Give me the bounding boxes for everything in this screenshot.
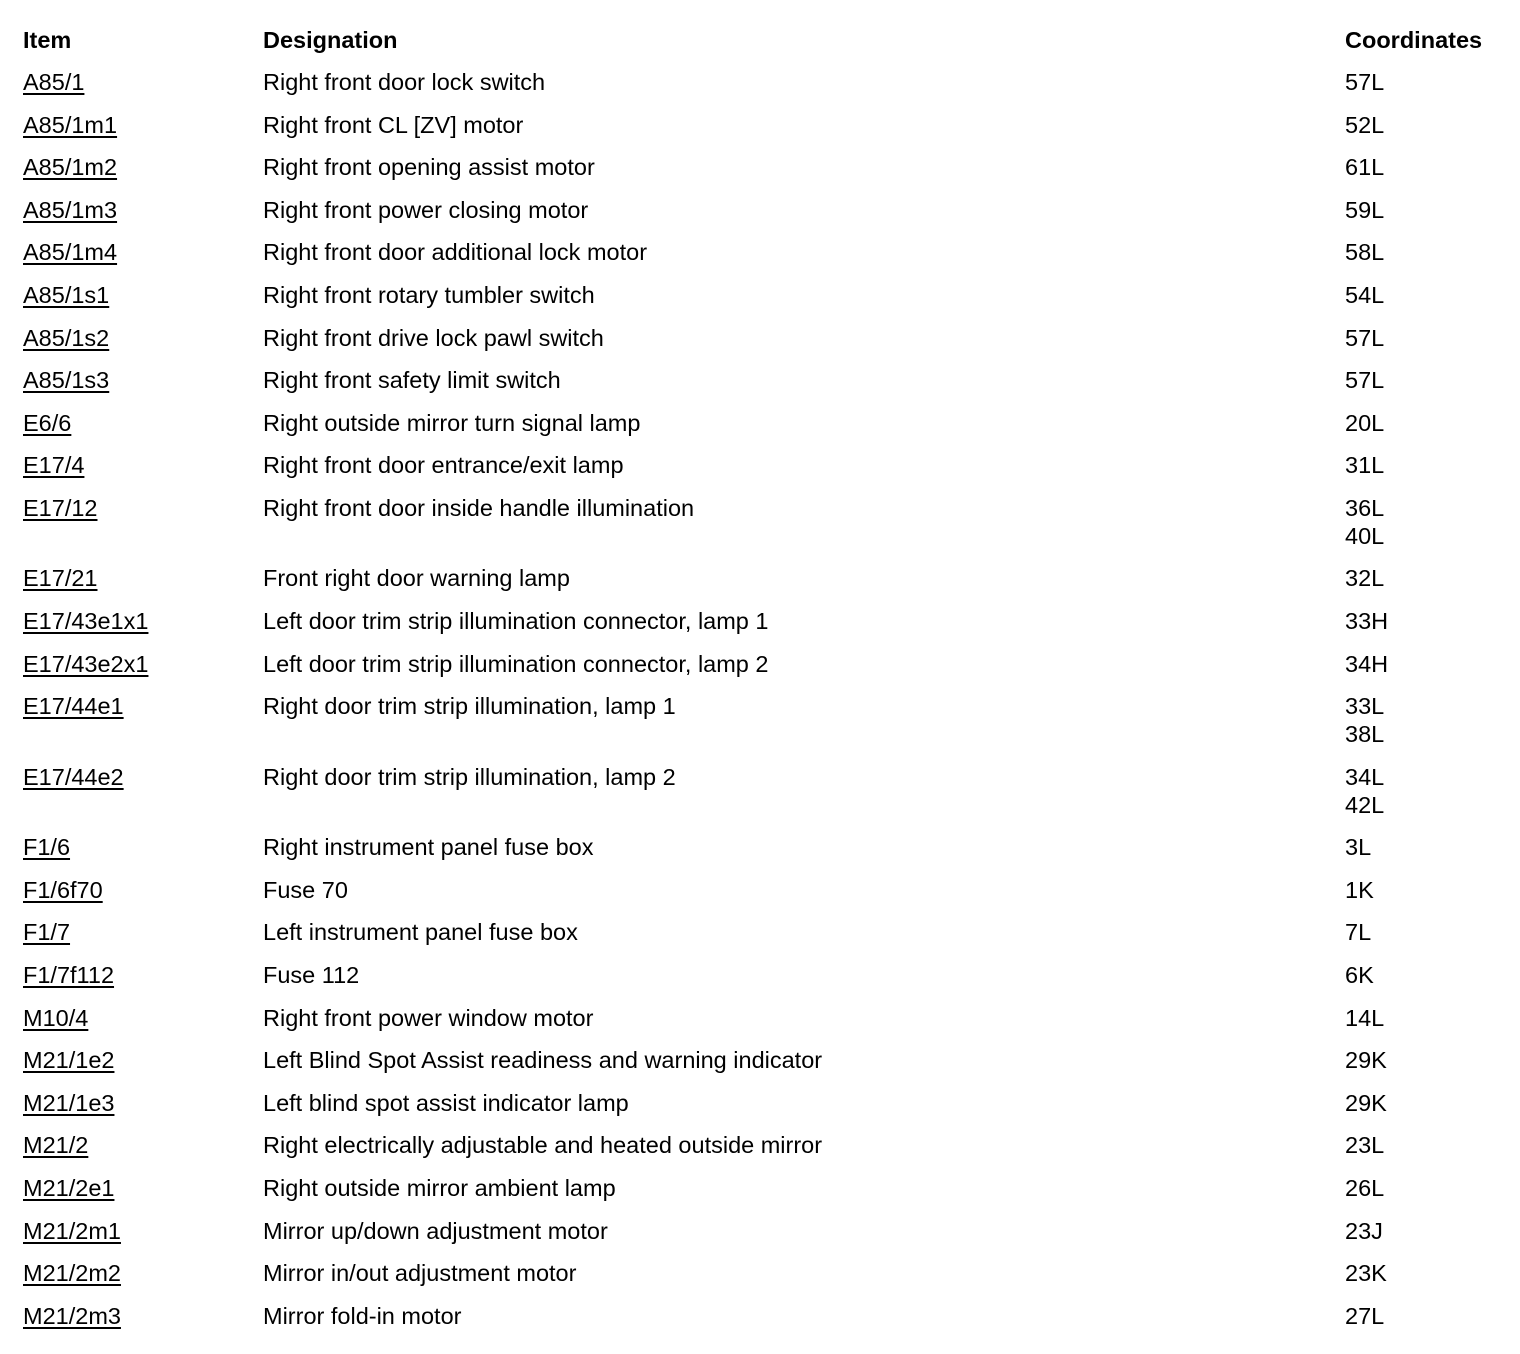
coordinates-cell bbox=[1345, 1174, 1503, 1202]
item-link[interactable]: M21/2e1 bbox=[23, 1174, 115, 1201]
item-cell bbox=[23, 763, 263, 791]
coordinates-cell bbox=[1345, 1302, 1503, 1330]
table-row bbox=[23, 196, 1503, 239]
item-link[interactable]: A85/1s1 bbox=[23, 281, 110, 308]
item-link[interactable]: M21/2m1 bbox=[23, 1217, 121, 1244]
item-link[interactable]: F1/7 bbox=[23, 919, 71, 946]
item-cell bbox=[23, 564, 263, 592]
coordinates-cell bbox=[1345, 68, 1503, 96]
coordinates-cell bbox=[1345, 692, 1503, 748]
table-row bbox=[23, 281, 1503, 324]
item-cell bbox=[23, 451, 263, 479]
coordinates-cell bbox=[1345, 1004, 1503, 1032]
item-link[interactable]: F1/6 bbox=[23, 834, 71, 861]
table-row bbox=[23, 494, 1503, 565]
coordinates-cell bbox=[1345, 451, 1503, 479]
coordinates-cell bbox=[1345, 650, 1503, 678]
item-cell bbox=[23, 196, 263, 224]
item-cell bbox=[23, 876, 263, 904]
table-row bbox=[23, 876, 1503, 919]
coordinate-value: 59L bbox=[1345, 196, 1385, 223]
designation-cell: Right front power window motor bbox=[263, 1004, 594, 1031]
table-row bbox=[23, 918, 1503, 961]
coordinate-value: 1K bbox=[1345, 876, 1374, 903]
coordinate-value: 3L bbox=[1345, 834, 1372, 861]
designation-cell: Right door trim strip illumination, lamp 2 bbox=[263, 763, 676, 790]
designation-cell: Mirror up/down adjustment motor bbox=[263, 1217, 608, 1244]
coordinate-value: 34L bbox=[1345, 763, 1385, 790]
item-link[interactable]: A85/1 bbox=[23, 69, 85, 95]
table-row bbox=[23, 833, 1503, 876]
table-row bbox=[23, 692, 1503, 763]
item-link[interactable]: M21/2 bbox=[23, 1132, 89, 1159]
coordinates-cell bbox=[1345, 1259, 1503, 1287]
designation-cell: Left door trim strip illumination connector, lamp 2 bbox=[263, 650, 769, 677]
coordinate-value: 27L bbox=[1345, 1302, 1385, 1329]
coordinates-cell bbox=[1345, 763, 1503, 819]
table-body bbox=[23, 68, 1503, 1344]
item-cell bbox=[23, 1046, 263, 1074]
coordinates-cell bbox=[1345, 918, 1503, 946]
item-link[interactable]: E17/44e1 bbox=[23, 693, 124, 720]
coordinate-value: 40L bbox=[1345, 522, 1385, 549]
coordinates-cell bbox=[1345, 238, 1503, 266]
designation-cell: Right outside mirror turn signal lamp bbox=[263, 409, 641, 436]
designation-cell: Right front drive lock pawl switch bbox=[263, 324, 604, 351]
designation-cell: Fuse 70 bbox=[263, 876, 348, 903]
item-link[interactable]: E17/43e2x1 bbox=[23, 650, 149, 677]
coordinate-value: 23J bbox=[1345, 1217, 1383, 1244]
item-cell bbox=[23, 111, 263, 139]
coordinate-value: 29K bbox=[1345, 1089, 1387, 1116]
coordinates-cell bbox=[1345, 1046, 1503, 1074]
table-row bbox=[23, 1131, 1503, 1174]
coordinate-value: 58L bbox=[1345, 239, 1385, 266]
item-link[interactable]: E17/43e1x1 bbox=[23, 608, 149, 635]
item-cell bbox=[23, 918, 263, 946]
coordinate-value: 33L bbox=[1345, 693, 1385, 720]
item-link[interactable]: M21/2m3 bbox=[23, 1302, 121, 1329]
coordinate-value: 33H bbox=[1345, 608, 1389, 635]
coordinate-value: 26L bbox=[1345, 1174, 1385, 1201]
item-cell bbox=[23, 281, 263, 309]
item-cell bbox=[23, 324, 263, 352]
item-cell bbox=[23, 607, 263, 635]
coordinate-value: 57L bbox=[1345, 324, 1385, 351]
table-row bbox=[23, 324, 1503, 367]
designation-cell: Right front door entrance/exit lamp bbox=[263, 452, 624, 479]
item-cell bbox=[23, 1217, 263, 1245]
table-row bbox=[23, 366, 1503, 409]
header-item: Item bbox=[23, 27, 72, 53]
coordinate-value: 61L bbox=[1345, 154, 1385, 181]
item-cell bbox=[23, 68, 263, 96]
coordinate-value: 31L bbox=[1345, 452, 1385, 479]
item-link[interactable]: A85/1m1 bbox=[23, 111, 118, 138]
item-cell bbox=[23, 409, 263, 437]
item-link[interactable]: E17/44e2 bbox=[23, 763, 124, 790]
designation-cell: Right front door inside handle illumination bbox=[263, 494, 695, 521]
table-row bbox=[23, 111, 1503, 154]
coordinate-value: 20L bbox=[1345, 409, 1385, 436]
designation-cell: Fuse 112 bbox=[263, 962, 360, 988]
table-row bbox=[23, 1004, 1503, 1047]
coordinate-value: 23L bbox=[1345, 1132, 1385, 1159]
item-cell bbox=[23, 1131, 263, 1159]
coordinate-value: 34H bbox=[1345, 650, 1389, 677]
table-row bbox=[23, 1174, 1503, 1217]
coordinates-cell bbox=[1345, 564, 1503, 592]
item-link[interactable]: M21/1e3 bbox=[23, 1089, 115, 1116]
table-row bbox=[23, 1217, 1503, 1260]
item-cell bbox=[23, 1174, 263, 1202]
item-link[interactable]: M21/1e2 bbox=[23, 1047, 115, 1074]
coordinates-cell bbox=[1345, 196, 1503, 224]
item-cell bbox=[23, 692, 263, 720]
table-header-row bbox=[23, 26, 1503, 68]
item-link[interactable]: M21/2m2 bbox=[23, 1260, 121, 1287]
item-link[interactable]: A85/1m4 bbox=[23, 239, 118, 266]
header-coordinates: Coordinates bbox=[1345, 27, 1483, 53]
designation-cell: Right front rotary tumbler switch bbox=[263, 281, 595, 308]
item-cell bbox=[23, 1089, 263, 1117]
coordinate-value: 52L bbox=[1345, 111, 1385, 138]
coordinate-value: 38L bbox=[1345, 721, 1385, 748]
item-link[interactable]: E6/6 bbox=[23, 409, 72, 436]
item-cell bbox=[23, 238, 263, 266]
designation-cell: Right front opening assist motor bbox=[263, 154, 595, 181]
header-designation: Designation bbox=[263, 27, 398, 53]
table-row bbox=[23, 1046, 1503, 1089]
table-row bbox=[23, 564, 1503, 607]
designation-cell: Right instrument panel fuse box bbox=[263, 834, 594, 861]
item-link[interactable]: E17/12 bbox=[23, 494, 98, 521]
coordinates-cell bbox=[1345, 324, 1503, 352]
designation-cell: Right front power closing motor bbox=[263, 196, 589, 223]
table-row bbox=[23, 238, 1503, 281]
item-cell bbox=[23, 366, 263, 394]
item-cell bbox=[23, 494, 263, 522]
designation-cell: Mirror fold-in motor bbox=[263, 1302, 462, 1329]
coordinate-value: 57L bbox=[1345, 367, 1385, 394]
table-row bbox=[23, 153, 1503, 196]
coordinates-cell bbox=[1345, 961, 1503, 989]
item-link[interactable]: A85/1m2 bbox=[23, 154, 118, 181]
coordinates-cell bbox=[1345, 1089, 1503, 1117]
component-legend-table bbox=[23, 26, 1503, 1344]
coordinates-cell bbox=[1345, 1131, 1503, 1159]
item-cell bbox=[23, 650, 263, 678]
coordinates-cell bbox=[1345, 153, 1503, 181]
item-link[interactable]: F1/6f70 bbox=[23, 876, 103, 903]
designation-cell: Right outside mirror ambient lamp bbox=[263, 1174, 616, 1201]
table-row bbox=[23, 451, 1503, 494]
item-cell bbox=[23, 1302, 263, 1330]
designation-cell: Right front CL [ZV] motor bbox=[263, 111, 524, 138]
designation-cell: Right front door additional lock motor bbox=[263, 239, 648, 266]
item-cell bbox=[23, 153, 263, 181]
designation-cell: Right door trim strip illumination, lamp 1 bbox=[263, 693, 676, 720]
coordinate-value: 23K bbox=[1345, 1260, 1387, 1287]
coordinate-value: 32L bbox=[1345, 565, 1385, 592]
item-link[interactable]: A85/1m3 bbox=[23, 196, 118, 223]
item-cell bbox=[23, 1259, 263, 1287]
designation-cell: Left instrument panel fuse box bbox=[263, 919, 578, 946]
coordinate-value: 6K bbox=[1345, 962, 1374, 988]
table-row bbox=[23, 1302, 1503, 1345]
item-cell bbox=[23, 961, 263, 989]
designation-cell: Left blind spot assist indicator lamp bbox=[263, 1089, 629, 1116]
designation-cell: Right electrically adjustable and heated outside mirror bbox=[263, 1132, 823, 1159]
item-link[interactable]: M10/4 bbox=[23, 1004, 89, 1031]
table-row bbox=[23, 763, 1503, 834]
coordinates-cell bbox=[1345, 876, 1503, 904]
coordinates-cell bbox=[1345, 366, 1503, 394]
coordinates-cell bbox=[1345, 1217, 1503, 1245]
table-row bbox=[23, 409, 1503, 452]
item-link[interactable]: F1/7f112 bbox=[23, 962, 115, 988]
table-row bbox=[23, 1259, 1503, 1302]
designation-cell: Left Blind Spot Assist readiness and warning indicator bbox=[263, 1047, 823, 1074]
coordinates-cell bbox=[1345, 409, 1503, 437]
table-row bbox=[23, 68, 1503, 111]
coordinates-cell bbox=[1345, 607, 1503, 635]
designation-cell: Mirror in/out adjustment motor bbox=[263, 1260, 577, 1287]
table-row bbox=[23, 650, 1503, 693]
coordinate-value: 57L bbox=[1345, 69, 1385, 95]
item-link[interactable]: E17/21 bbox=[23, 565, 98, 592]
coordinates-cell bbox=[1345, 833, 1503, 861]
table-row bbox=[23, 961, 1503, 1004]
coordinate-value: 29K bbox=[1345, 1047, 1387, 1074]
coordinate-value: 14L bbox=[1345, 1004, 1385, 1031]
item-link[interactable]: A85/1s2 bbox=[23, 324, 110, 351]
designation-cell: Right front safety limit switch bbox=[263, 367, 561, 394]
coordinate-value: 36L bbox=[1345, 494, 1385, 521]
coordinate-value: 42L bbox=[1345, 791, 1385, 818]
table-row bbox=[23, 607, 1503, 650]
item-link[interactable]: A85/1s3 bbox=[23, 367, 110, 394]
coordinates-cell bbox=[1345, 111, 1503, 139]
coordinate-value: 54L bbox=[1345, 281, 1385, 308]
item-link[interactable]: E17/4 bbox=[23, 452, 85, 479]
designation-cell: Left door trim strip illumination connector, lamp 1 bbox=[263, 608, 769, 635]
item-cell bbox=[23, 1004, 263, 1032]
designation-cell: Right front door lock switch bbox=[263, 69, 546, 95]
coordinates-cell bbox=[1345, 281, 1503, 309]
table-row bbox=[23, 1089, 1503, 1132]
coordinate-value: 7L bbox=[1345, 919, 1372, 946]
item-cell bbox=[23, 833, 263, 861]
designation-cell: Front right door warning lamp bbox=[263, 565, 570, 592]
coordinates-cell bbox=[1345, 494, 1503, 550]
